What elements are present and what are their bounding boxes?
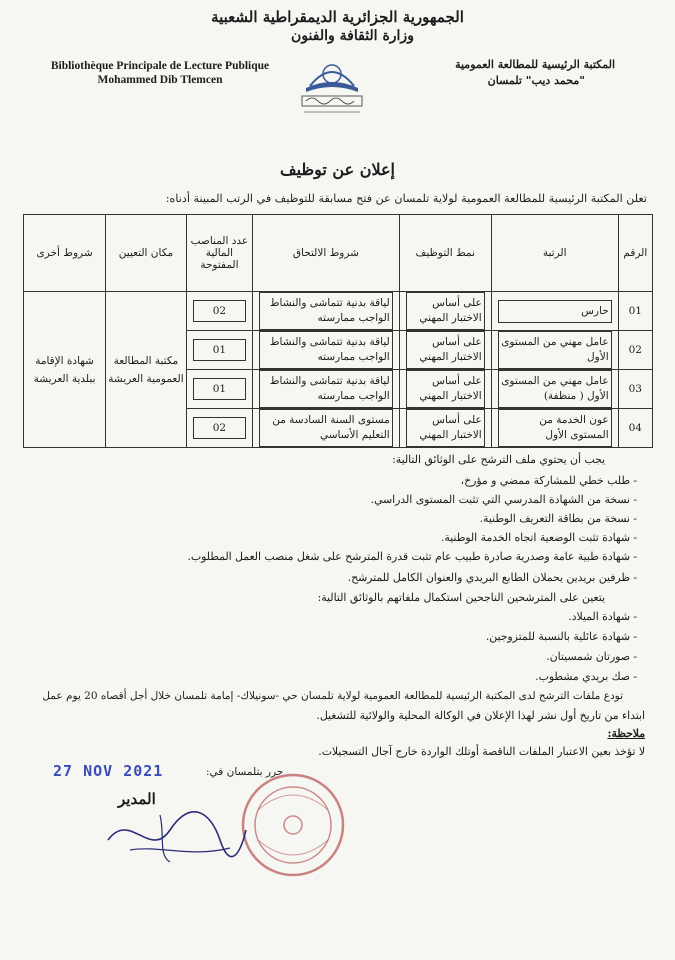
director-title: المدير bbox=[118, 790, 156, 808]
cell-grade bbox=[491, 331, 618, 370]
document-item: - شهادة تثبت الوضعية اتجاه الخدمة الوطنية. bbox=[440, 531, 637, 544]
conditions-text: لياقة بدنية تتماشى والنشاط الواجب ممارسته bbox=[259, 370, 393, 408]
cell-number: 04 bbox=[618, 409, 652, 448]
accepted-document-item: - صورتان شمسيتان. bbox=[546, 650, 637, 663]
grade-text: عامل مهني من المستوى الأول ( منظفة) bbox=[498, 370, 612, 408]
place-and-date: حرر بتلمسان في: bbox=[206, 766, 284, 778]
cell-number: 02 bbox=[618, 331, 652, 370]
cell-count bbox=[186, 331, 252, 370]
grade-text: حارس bbox=[498, 300, 612, 323]
header-place: مكان التعيين bbox=[106, 215, 187, 292]
count-text: 02 bbox=[193, 300, 246, 322]
announcement-title: إعلان عن توظيف bbox=[280, 160, 395, 179]
cell-conditions bbox=[253, 292, 400, 331]
header-grade: الرتبة bbox=[491, 215, 618, 292]
header-mode: نمط التوظيف bbox=[399, 215, 491, 292]
accepted-document-item: - صك بريدي مشطوب. bbox=[535, 670, 637, 683]
submission-text-continued: ابتداء من تاريخ أول نشر لهذا الإعلان في الوكالة المحلية والولائية للتشغيل. bbox=[316, 709, 645, 722]
documents-intro: يجب أن يحتوي ملف الترشح على الوثائق التالية: bbox=[392, 453, 605, 466]
document-item: - نسخة من بطاقة التعريف الوطنية. bbox=[479, 512, 637, 525]
header-count: عدد المناصب المالية المفتوحة bbox=[186, 215, 252, 292]
cell-place: مكتبة المطالعة العمومية العريشة bbox=[106, 292, 187, 448]
cell-mode bbox=[399, 370, 491, 409]
cell-count bbox=[186, 370, 252, 409]
count-text: 01 bbox=[193, 378, 246, 400]
cell-grade bbox=[491, 370, 618, 409]
accepted-intro: يتعين على المترشحين الناجحين استكمال ملفاتهم بالوثائق التالية: bbox=[317, 591, 605, 604]
document-item: - ظرفين بريدين يحملان الطابع البريدي والعنوان الكامل للمترشح. bbox=[347, 571, 637, 584]
cell-mode bbox=[399, 331, 491, 370]
document-item: - طلب خطي للمشاركة ممضي و مؤرخ، bbox=[460, 474, 637, 487]
mode-text: على أساس الاختبار المهني bbox=[406, 331, 485, 369]
header-number: الرقم bbox=[618, 215, 652, 292]
grade-text: عون الخدمة من المستوى الأول bbox=[498, 409, 612, 447]
library-name-ar: المكتبة الرئيسية للمطالعة العمومية bbox=[455, 58, 615, 71]
note-label: ملاحظة: bbox=[607, 727, 645, 740]
cell-conditions bbox=[253, 331, 400, 370]
conditions-text: لياقة بدنية تتماشى والنشاط الواجب ممارسته bbox=[259, 292, 393, 330]
cell-other: شهادة الإقامة ببلدية العريشة bbox=[24, 292, 106, 448]
cell-mode bbox=[399, 409, 491, 448]
cell-grade bbox=[491, 292, 618, 331]
mode-text: على أساس الاختبار المهني bbox=[406, 409, 485, 447]
header-other: شروط أخرى bbox=[24, 215, 106, 292]
mode-text: على أساس الاختبار المهني bbox=[406, 292, 485, 330]
submission-text: تودع ملفات الترشح لدى المكتبة الرئيسية للمطالعة العمومية لولاية تلمسان حي -سونيلاك- إمامة تلمسان خلال أجل أقصاه 20 يوم عمل bbox=[42, 690, 623, 702]
conditions-text: لياقة بدنية تتماشى والنشاط الواجب ممارسته bbox=[259, 331, 393, 369]
cell-conditions bbox=[253, 409, 400, 448]
header-conditions: شروط الالتحاق bbox=[253, 215, 400, 292]
library-city-ar: "محمد ديب" تلمسان bbox=[487, 74, 585, 87]
library-name-fr: Bibliothèque Principale de Lecture Publique bbox=[50, 60, 270, 72]
table-row bbox=[24, 292, 653, 331]
mode-text: على أساس الاختبار المهني bbox=[406, 370, 485, 408]
library-city-fr: Mohammed Dib Tlemcen bbox=[97, 74, 223, 86]
note-text: لا تؤخذ بعين الاعتبار الملفات الناقصة أوتلك الواردة خارج آجال التسجيلات. bbox=[318, 745, 645, 758]
table-header-row bbox=[24, 215, 653, 292]
count-text: 02 bbox=[193, 417, 246, 439]
count-text: 01 bbox=[193, 339, 246, 361]
document-item: - شهادة طبية عامة وصدرية صادرة طبيب عام تثبت قدرة المترشح على شغل منصب العمل المطلوب. bbox=[187, 550, 637, 563]
announcement-intro: تعلن المكتبة الرئيسية للمطالعة العمومية لولاية تلمسان عن فتح مسابقة للتوظيف في الرتب المبينة أدناه: bbox=[165, 192, 647, 205]
ministry-heading: وزارة الثقافة والفنون bbox=[291, 28, 414, 44]
cell-grade bbox=[491, 409, 618, 448]
accepted-document-item: - شهادة عائلية بالنسبة للمتزوجين. bbox=[485, 630, 637, 643]
cell-count bbox=[186, 292, 252, 331]
accepted-document-item: - شهادة الميلاد. bbox=[568, 610, 637, 623]
grade-text: عامل مهني من المستوى الأول bbox=[498, 331, 612, 369]
republic-heading: الجمهورية الجزائرية الديمقراطية الشعبية bbox=[211, 8, 464, 26]
cell-number: 01 bbox=[618, 292, 652, 331]
date-stamp: 27 NOV 2021 bbox=[53, 762, 164, 780]
cell-number: 03 bbox=[618, 370, 652, 409]
conditions-text: مستوى السنة السادسة من التعليم الأساسي bbox=[259, 409, 393, 447]
cell-conditions bbox=[253, 370, 400, 409]
handwritten-signature bbox=[100, 800, 250, 870]
library-logo bbox=[296, 52, 368, 118]
official-seal bbox=[238, 770, 348, 880]
positions-table bbox=[23, 214, 653, 448]
cell-count bbox=[186, 409, 252, 448]
document-item: - نسخة من الشهادة المدرسي التي تثبت المستوى الدراسي. bbox=[370, 493, 637, 506]
cell-mode bbox=[399, 292, 491, 331]
